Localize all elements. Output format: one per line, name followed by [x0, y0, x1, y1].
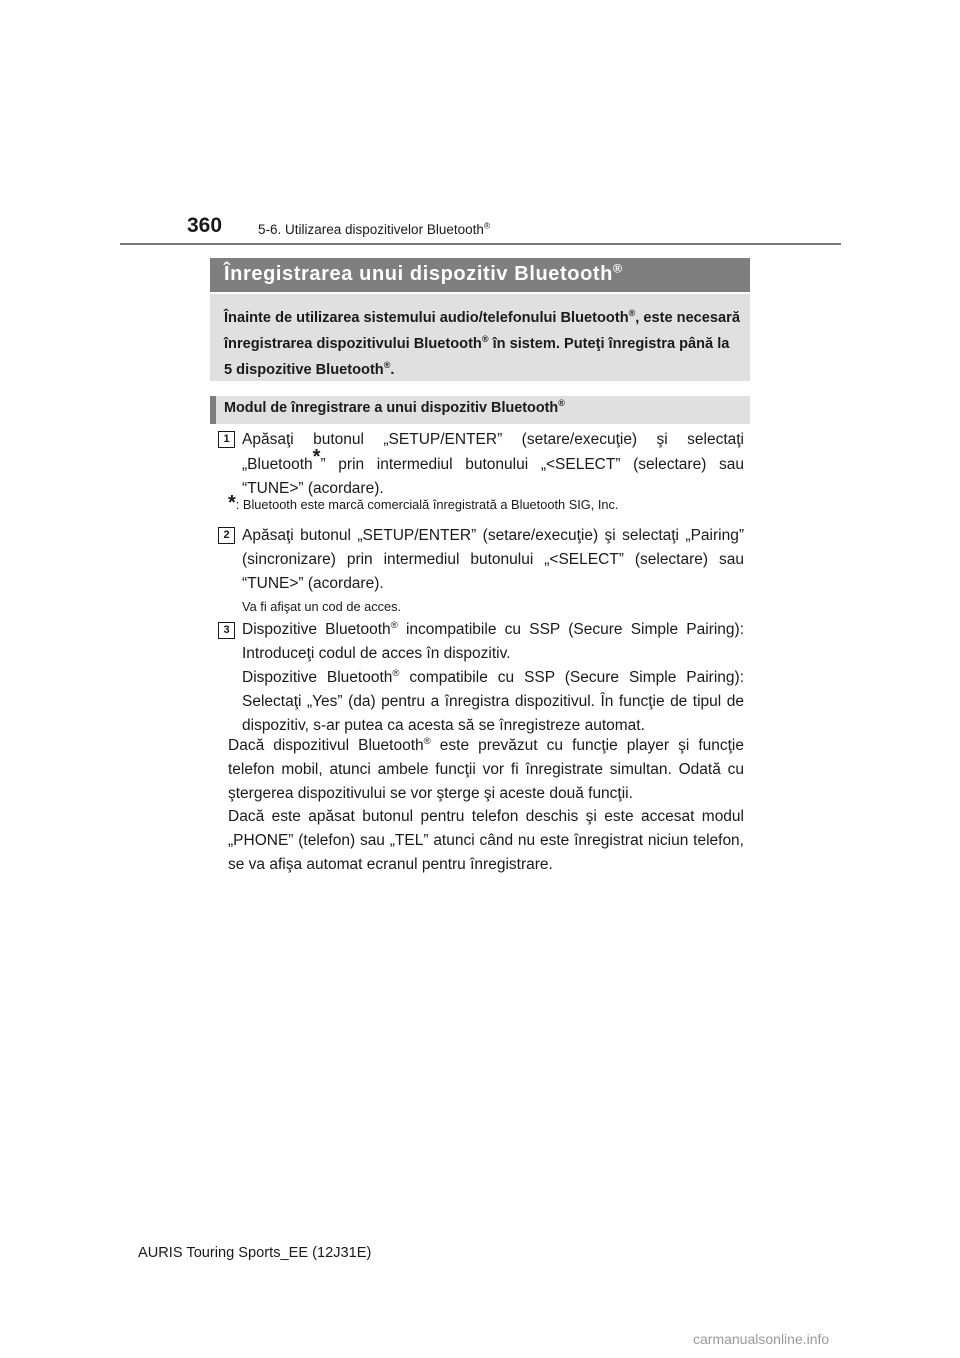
step-2-note: Va fi afişat un cod de acces.: [242, 599, 402, 614]
step-1-text: Apăsaţi butonul „SETUP/ENTER” (setare/execuţie) şi selectaţi „Bluetooth*” prin intermediul butonului „<SELECT” (selectare) sau “TUNE>” (acordare).: [242, 431, 744, 498]
section-title: 5-6. Utilizarea dispozitivelor Bluetooth®: [258, 220, 491, 237]
page-title: Înregistrarea unui dispozitiv Bluetooth®: [210, 258, 750, 292]
sub-heading: Modul de înregistrare a unui dispozitiv Bluetooth®: [210, 396, 750, 424]
step-number-badge: 1: [218, 431, 235, 448]
intro-box: Înainte de utilizarea sistemului audio/telefonului Bluetooth®, este necesară înregistrarea dispozitivului Bluetooth® în sistem. Puteţi înregistra până la 5 dispozitive Bluetooth®.: [210, 294, 750, 381]
step-number-badge: 2: [218, 527, 235, 544]
step-number-badge: 3: [218, 622, 235, 639]
page-number: 360: [187, 214, 223, 237]
step-3-text: Dispozitive Bluetooth® incompatibile cu SSP (Secure Simple Pairing): Introduceţi codul de acces în dispozitiv. Dispozitive Bluetooth® compatibile cu SSP (Secure Simple Pairing): Selectaţi „Yes” (da) pentru a înregistra dispozitivul. În funcţie de tipul de dispozitiv, s-ar putea ca acesta să se înregistreze automat.: [242, 619, 745, 734]
step-2-text: Apăsaţi butonul „SETUP/ENTER” (setare/execuţie) şi selectaţi „Pairing” (sincronizare) prin intermediul butonului „<SELECT” (selectare) sau “TUNE>” (acordare).: [242, 527, 744, 592]
registered-mark: ®: [613, 261, 623, 276]
footer-model-code: AURIS Touring Sports_EE (12J31E): [138, 1245, 372, 1261]
header-divider: [120, 243, 841, 245]
registered-mark: ®: [483, 220, 491, 231]
asterisk-mark: *: [228, 492, 236, 514]
asterisk-mark: *: [312, 446, 321, 468]
footnote: *: Bluetooth este marcă comercială înregistrată a Bluetooth SIG, Inc.: [228, 492, 619, 514]
info-paragraph: Dacă dispozitivul Bluetooth® este prevăzut cu funcţie player şi funcţie telefon mobil, atunci ambele funcţii vor fi înregistrate simultan. Odată cu ştergerea dispozitivului se vor şterge şi aceste două funcţii.: [228, 735, 744, 802]
info-paragraph: Dacă este apăsat butonul pentru telefon deschis şi este accesat modul „PHONE” (telefon) sau „TEL” atunci când nu este înregistrat niciun telefon, se va afişa automat ecranul pentru înregistrare.: [228, 808, 744, 873]
watermark-link[interactable]: carmanualsonline.info: [693, 1331, 830, 1347]
